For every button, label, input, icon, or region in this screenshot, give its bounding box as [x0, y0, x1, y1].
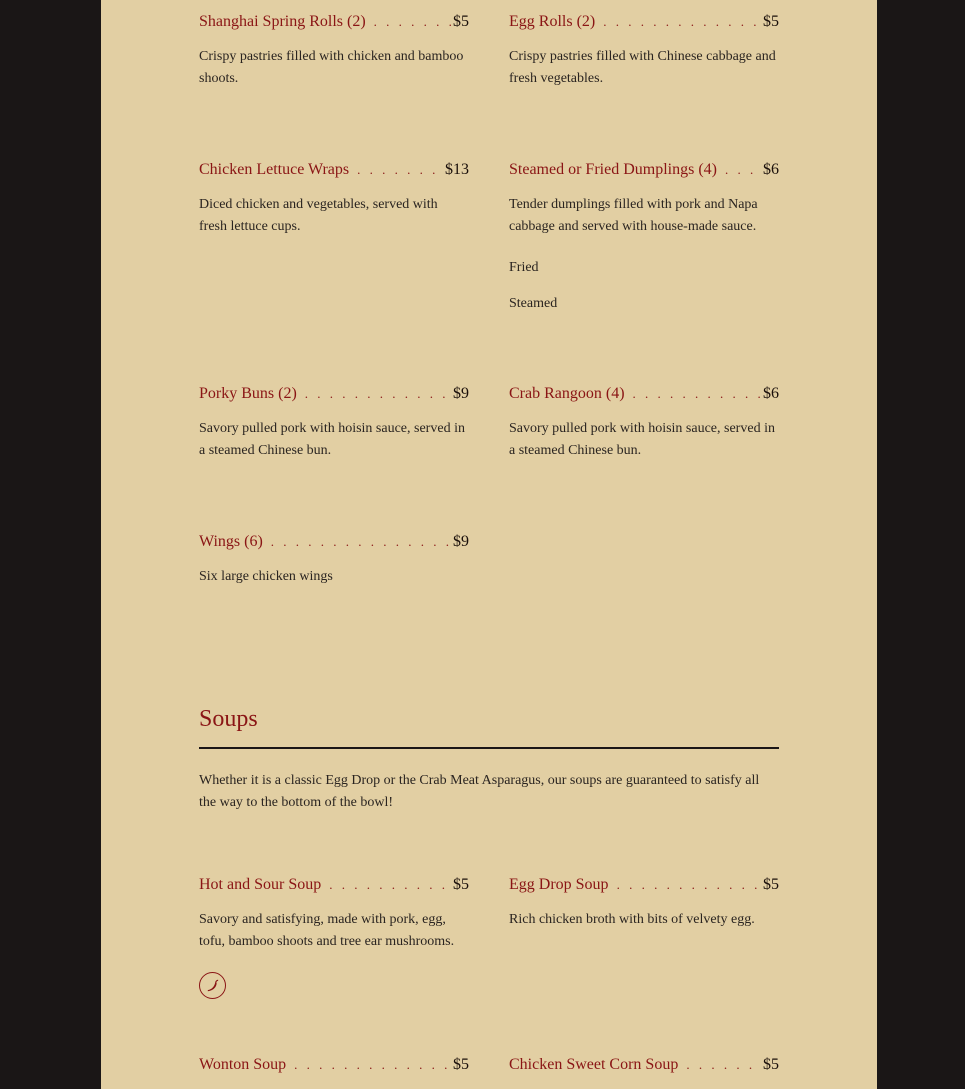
item-price: $9 — [453, 533, 469, 550]
item-name: Crab Rangoon (4) — [509, 385, 625, 402]
item-description: Tender dumplings filled with pork and Napa cabbage and served with house-made sauce. — [509, 197, 758, 234]
item-description: Crispy pastries filled with chicken and bamboo shoots. — [199, 49, 464, 86]
item-name: Porky Buns (2) — [199, 385, 297, 402]
item-description: Savory and satisfying, made with pork, egg, tofu, bamboo shoots and tree ear mushrooms. — [199, 912, 455, 949]
menu-item — [199, 383, 469, 462]
dot-leader — [617, 874, 761, 896]
item-description: Crispy pastries filled with Chinese cabbage and fresh vegetables. — [509, 49, 776, 86]
section-description: Whether it is a classic Egg Drop or the Crab Meat Asparagus, our soups are guaranteed to satisfy all the way to the bottom of the bowl! — [199, 773, 760, 810]
chili-pepper-icon — [199, 972, 226, 999]
item-price: $6 — [763, 385, 779, 402]
item-description: Rich chicken broth with bits of velvety egg. — [509, 912, 755, 927]
item-name: Chicken Sweet Corn Soup — [509, 1056, 679, 1073]
dot-leader — [329, 874, 451, 896]
item-description: Diced chicken and vegetables, served with fresh lettuce cups. — [199, 197, 438, 234]
dot-leader — [271, 531, 451, 553]
section-title-soups: Soups — [199, 706, 258, 732]
item-price: $13 — [445, 161, 469, 178]
item-price: $5 — [763, 1056, 779, 1073]
menu-item — [509, 159, 779, 238]
item-price: $5 — [763, 13, 779, 30]
item-name: Steamed or Fried Dumplings (4) — [509, 161, 717, 178]
dot-leader — [633, 383, 761, 405]
item-name: Shanghai Spring Rolls (2) — [199, 13, 366, 30]
item-price: $5 — [453, 876, 469, 893]
option-fried: Fried — [509, 260, 539, 275]
item-name: Hot and Sour Soup — [199, 876, 322, 893]
item-name: Wings (6) — [199, 533, 263, 550]
dot-leader — [603, 11, 761, 33]
dot-leader — [357, 159, 443, 181]
item-description: Savory pulled pork with hoisin sauce, served in a steamed Chinese bun. — [199, 421, 465, 458]
dot-leader — [725, 159, 761, 181]
section-divider — [199, 747, 779, 749]
item-name: Wonton Soup — [199, 1056, 287, 1073]
menu-item — [199, 531, 469, 588]
item-name: Egg Rolls (2) — [509, 13, 596, 30]
menu-item — [509, 874, 779, 931]
menu-item — [199, 1054, 469, 1076]
item-name: Chicken Lettuce Wraps — [199, 161, 350, 178]
dot-leader — [686, 1054, 761, 1076]
item-price: $9 — [453, 385, 469, 402]
dot-leader — [294, 1054, 451, 1076]
menu-item — [199, 874, 469, 953]
option-steamed: Steamed — [509, 296, 558, 311]
menu-item — [509, 11, 779, 90]
item-description: Six large chicken wings — [199, 569, 333, 584]
dot-leader — [374, 11, 451, 33]
menu-item — [509, 1054, 779, 1076]
item-name: Egg Drop Soup — [509, 876, 609, 893]
item-price: $6 — [763, 161, 779, 178]
menu-item — [199, 11, 469, 90]
item-price: $5 — [763, 876, 779, 893]
menu-item — [199, 159, 469, 238]
menu-item — [509, 383, 779, 462]
dot-leader — [305, 383, 451, 405]
item-description: Savory pulled pork with hoisin sauce, served in a steamed Chinese bun. — [509, 421, 775, 458]
item-price: $5 — [453, 13, 469, 30]
item-price: $5 — [453, 1056, 469, 1073]
